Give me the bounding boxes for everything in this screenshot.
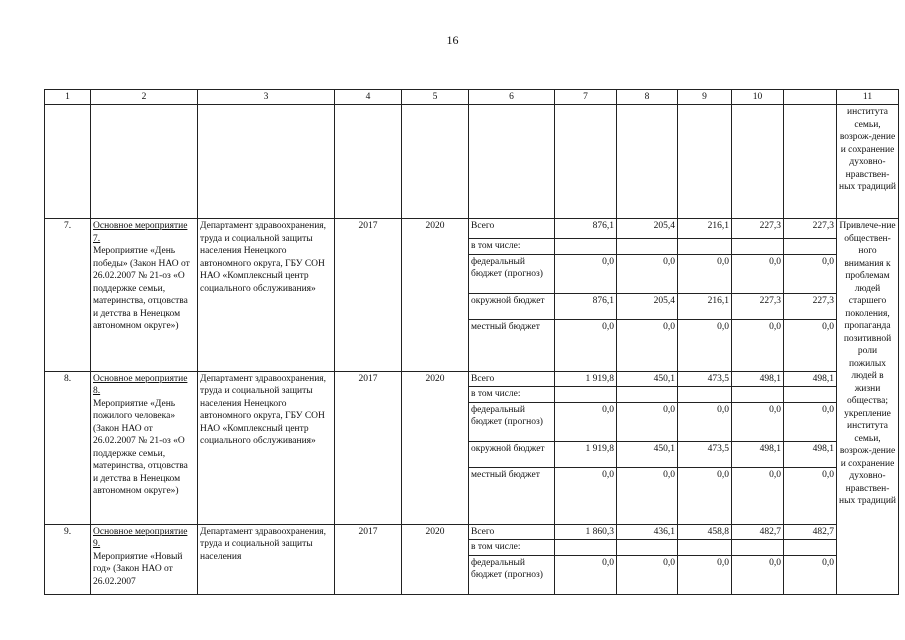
outcome-text: института семьи, возрож-дение и сохранение духовно-нравствен-ных традиций [837, 105, 899, 219]
budget-label: окружной бюджет [469, 441, 555, 467]
amount: 498,1 [732, 371, 784, 387]
budget-label: Всего [469, 524, 555, 540]
amount: 0,0 [678, 254, 732, 293]
amount: 876,1 [555, 219, 617, 239]
amount: 227,3 [784, 293, 837, 319]
amount: 227,3 [732, 219, 784, 239]
start-year: 2017 [335, 524, 402, 594]
column-header: 6 [469, 90, 555, 105]
amount: 1 919,8 [555, 441, 617, 467]
amount: 227,3 [784, 219, 837, 239]
amount: 498,1 [784, 371, 837, 387]
table-row [45, 371, 899, 387]
amount: 0,0 [732, 402, 784, 441]
budget-label: федеральный бюджет (прогноз) [469, 555, 555, 594]
row-number: 9. [45, 524, 91, 594]
amount: 0,0 [617, 319, 678, 371]
amount: 1 860,3 [555, 524, 617, 540]
amount: 0,0 [617, 555, 678, 594]
amount: 205,4 [617, 293, 678, 319]
amount: 0,0 [784, 467, 837, 524]
column-header: 1 [45, 90, 91, 105]
amount: 0,0 [617, 254, 678, 293]
amount: 450,1 [617, 441, 678, 467]
amount: 0,0 [678, 467, 732, 524]
outcome-text: Привлече-ние обществен-ного внимания к проблемам людей старшего поколения, пропаганда позитивной роли пожилых людей в жизни общества; укрепление института семьи, возрож-дение и сохранение духовно-нравствен-ных традиций [837, 219, 899, 595]
amount: 0,0 [555, 402, 617, 441]
column-header: 8 [617, 90, 678, 105]
budget-label: в том числе: [469, 239, 555, 255]
amount: 0,0 [732, 254, 784, 293]
amount: 0,0 [617, 467, 678, 524]
amount: 216,1 [678, 219, 732, 239]
column-header: 10 [732, 90, 784, 105]
amount: 0,0 [555, 254, 617, 293]
table-row [45, 219, 899, 239]
amount: 473,5 [678, 371, 732, 387]
amount: 473,5 [678, 441, 732, 467]
amount: 216,1 [678, 293, 732, 319]
amount: 1 919,8 [555, 371, 617, 387]
budget-label: местный бюджет [469, 467, 555, 524]
activity-title: Основное мероприятие 7. [93, 221, 188, 244]
amount: 205,4 [617, 219, 678, 239]
amount: 0,0 [732, 555, 784, 594]
amount: 876,1 [555, 293, 617, 319]
column-header-row [45, 90, 899, 105]
activity-desc: Мероприятие «Новый год» (Закон НАО от 26.02.2007 [93, 551, 183, 587]
table-row [45, 524, 899, 540]
end-year: 2020 [402, 219, 469, 372]
column-header: 7 [555, 90, 617, 105]
page-number: 16 [446, 33, 459, 47]
column-header: 11 [837, 90, 899, 105]
activity-desc: Мероприятие «День победы» (Закон НАО от 26.02.2007 № 21-оз «О поддержке семьи, материнства, отцовства и детства в Ненецком автономном округе») [93, 246, 190, 331]
executor: Департамент здравоохранения, труда и социальной защиты населения Ненецкого автономного округа, ГБУ СОН НАО «Комплексный центр социального обслуживания» [198, 219, 335, 372]
amount: 458,8 [678, 524, 732, 540]
activity-desc: Мероприятие «День пожилого человека» (Закон НАО от 26.02.2007 № 21-оз «О поддержке семьи, материнства, отцовства и детства в Ненецком автономном округе») [93, 398, 188, 496]
activity-title: Основное мероприятие 8. [93, 373, 188, 396]
amount: 0,0 [732, 319, 784, 371]
column-header: 3 [198, 90, 335, 105]
amount: 0,0 [784, 402, 837, 441]
amount: 0,0 [784, 319, 837, 371]
amount: 0,0 [678, 555, 732, 594]
budget-label: окружной бюджет [469, 293, 555, 319]
budget-label: местный бюджет [469, 319, 555, 371]
activity-cell [91, 371, 198, 524]
amount: 0,0 [678, 319, 732, 371]
executor: Департамент здравоохранения, труда и социальной защиты населения [198, 524, 335, 594]
executor: Департамент здравоохранения, труда и социальной защиты населения Ненецкого автономного округа, ГБУ СОН НАО «Комплексный центр социального обслуживания» [198, 371, 335, 524]
amount: 0,0 [555, 555, 617, 594]
amount: 482,7 [732, 524, 784, 540]
continuation-row [45, 105, 899, 219]
end-year: 2020 [402, 524, 469, 594]
budget-label: в том числе: [469, 387, 555, 403]
amount: 0,0 [555, 319, 617, 371]
end-year: 2020 [402, 371, 469, 524]
column-header [784, 90, 837, 105]
amount: 0,0 [784, 254, 837, 293]
column-header: 4 [335, 90, 402, 105]
row-number: 8. [45, 371, 91, 524]
amount: 0,0 [678, 402, 732, 441]
budget-label: федеральный бюджет (прогноз) [469, 402, 555, 441]
amount: 498,1 [732, 441, 784, 467]
program-table [44, 89, 899, 595]
amount: 227,3 [732, 293, 784, 319]
amount: 450,1 [617, 371, 678, 387]
column-header: 5 [402, 90, 469, 105]
budget-label: Всего [469, 219, 555, 239]
amount: 0,0 [732, 467, 784, 524]
budget-label: федеральный бюджет (прогноз) [469, 254, 555, 293]
column-header: 2 [91, 90, 198, 105]
budget-label: Всего [469, 371, 555, 387]
amount: 0,0 [555, 467, 617, 524]
budget-label: в том числе: [469, 540, 555, 556]
amount: 0,0 [617, 402, 678, 441]
amount: 482,7 [784, 524, 837, 540]
activity-cell [91, 524, 198, 594]
start-year: 2017 [335, 371, 402, 524]
column-header: 9 [678, 90, 732, 105]
start-year: 2017 [335, 219, 402, 372]
activity-cell [91, 219, 198, 372]
amount: 0,0 [784, 555, 837, 594]
amount: 498,1 [784, 441, 837, 467]
activity-title: Основное мероприятие 9. [93, 526, 188, 549]
amount: 436,1 [617, 524, 678, 540]
row-number: 7. [45, 219, 91, 372]
